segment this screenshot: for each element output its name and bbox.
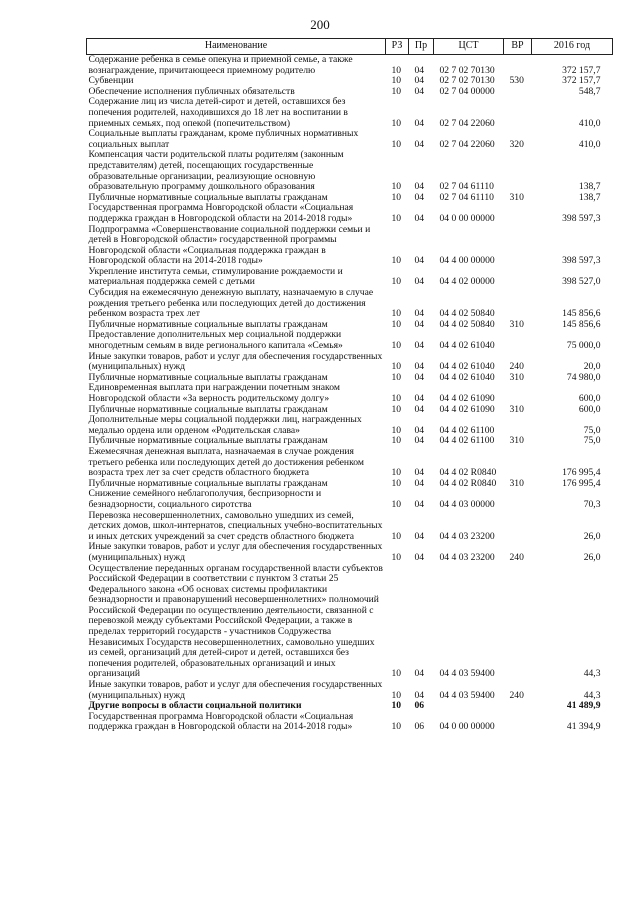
cell-vr: 240 — [509, 361, 524, 373]
cell-amount: 41 394,9 — [566, 721, 601, 733]
cell-name: Субвенции — [88, 75, 134, 87]
cell-cst: 02 7 04 61110 — [439, 191, 494, 203]
cell-vr: 310 — [509, 477, 524, 489]
cell-vr — [504, 203, 532, 224]
cell-vr — [504, 415, 532, 436]
cell-cst: 04 4 02 61040 — [439, 361, 495, 373]
cell-name: Дополнительные меры социальной поддержки лиц, награжденных медалью ордена или орденом «Родительская слава» — [88, 414, 362, 436]
cell-vr: 530 — [509, 75, 524, 87]
cell-pr: 04 — [414, 255, 425, 267]
cell-pr: 04 — [414, 138, 425, 150]
cell-name: Предоставление дополнительных мер социальной поддержки многодетным семьям в виде регионального капитала «Семья» — [88, 329, 343, 352]
cell-name: Субсидия на ежемесячную денежную выплату, назначаемую в случае рождения третьего ребенка или последующих детей до достижения ребенком возраста трех лет — [88, 287, 374, 320]
cell-amount: 372 157,7 — [562, 75, 601, 87]
budget-table — [86, 38, 613, 733]
cell-cst: 04 4 03 23200 — [439, 551, 495, 563]
cell-amount: 372 157,7 — [562, 64, 601, 76]
cell-vr — [504, 330, 532, 351]
cell-vr — [504, 225, 532, 267]
header-row — [87, 39, 613, 55]
cell-pr: 04 — [414, 689, 425, 701]
table-row — [87, 564, 613, 681]
cell-rz: 10 — [391, 181, 402, 193]
cell-name: Содержание ребенка в семье опекуна и приемной семье, а также вознаграждение, причитающееся приемному родителю — [88, 54, 353, 76]
header-name: Наименование — [87, 39, 386, 55]
cell-cst: 04 4 02 00000 — [439, 276, 495, 288]
cell-rz: 10 — [391, 85, 402, 97]
cell-amount: 410,0 — [578, 117, 601, 129]
cell-name: Государственная программа Новгородской области «Социальная поддержка граждан в Новгородской области на 2014-2018 годы» — [88, 710, 354, 733]
cell-amount: 145 856,6 — [562, 318, 601, 330]
cell-rz: 10 — [391, 393, 402, 404]
cell-pr: 06 — [414, 721, 425, 733]
cell-amount: 26,0 — [583, 530, 601, 542]
cell-rz: 10 — [391, 477, 402, 489]
cell-vr — [504, 288, 532, 320]
cell-name: Укрепление института семьи, стимулирование рождаемости и материальная поддержка семей с детьми — [88, 265, 343, 288]
cell-rz: 10 — [391, 668, 402, 680]
cell-name: Публичные нормативные социальные выплаты гражданам — [88, 403, 328, 415]
cell-name: Публичные нормативные социальные выплаты гражданам — [88, 435, 328, 447]
table-row — [87, 712, 613, 733]
cell-name: Публичные нормативные социальные выплаты гражданам — [88, 318, 328, 330]
cell-cst: 02 7 04 61110 — [439, 181, 494, 193]
table-row — [87, 150, 613, 192]
cell-cst: 04 4 02 61040 — [439, 340, 495, 352]
cell-amount: 600,0 — [578, 393, 601, 404]
cell-cst: 02 7 04 00000 — [439, 85, 495, 97]
cell-pr: 04 — [414, 75, 425, 87]
cell-cst: 04 4 02 61100 — [439, 424, 495, 436]
table-row — [87, 489, 613, 510]
table-header — [87, 39, 613, 55]
cell-name: Подпрограмма «Совершенствование социальной поддержки семьи и детей в Новгородской области» государственной программы Новгородской области «Социальная поддержка граждан в Новгородской области на 2014-2018 годы» — [88, 223, 371, 267]
cell-amount: 176 995,4 — [562, 467, 601, 479]
cell-rz: 10 — [391, 435, 402, 447]
cell-vr — [504, 712, 532, 733]
cell-cst: 04 4 02 R0840 — [439, 467, 497, 479]
cell-amount: 600,0 — [578, 403, 601, 415]
cell-vr — [504, 701, 532, 712]
cell-rz: 10 — [391, 138, 402, 150]
cell-rz: 10 — [391, 212, 402, 224]
cell-vr — [504, 150, 532, 192]
cell-amount: 410,0 — [578, 138, 601, 150]
cell-cst: 04 4 02 61100 — [439, 435, 495, 447]
cell-rz: 10 — [391, 371, 402, 383]
cell-rz: 10 — [391, 308, 402, 320]
cell-name: Государственная программа Новгородской области «Социальная поддержка граждан в Новгородской области на 2014-2018 годы» — [88, 202, 354, 224]
cell-rz: 10 — [391, 117, 402, 129]
cell-vr: 240 — [509, 689, 524, 701]
cell-vr: 310 — [509, 403, 524, 415]
table-row — [87, 542, 613, 563]
cell-name: Ежемесячная денежная выплата, назначаемая в случае рождения третьего ребенка или последующих детей до достижения ребенком возраста трех лет за счет средств областного бюджета — [88, 445, 364, 479]
cell-name: Другие вопросы в области социальной политики — [88, 700, 302, 712]
table-row — [87, 415, 613, 436]
table-row — [87, 203, 613, 224]
cell-vr — [504, 383, 532, 404]
cell-rz: 10 — [391, 64, 402, 76]
cell-name: Иные закупки товаров, работ и услуг для обеспечения государственных (муниципальных) нужд — [88, 679, 383, 701]
cell-vr — [504, 489, 532, 510]
cell-amount: 138,7 — [578, 191, 601, 203]
table-row — [87, 352, 613, 373]
cell-amount: 41 489,9 — [566, 700, 601, 712]
cell-rz: 10 — [391, 318, 402, 330]
cell-vr: 240 — [509, 551, 524, 563]
cell-pr: 04 — [414, 498, 425, 510]
cell-vr — [504, 511, 532, 543]
cell-vr: 310 — [509, 435, 524, 447]
cell-cst: 02 7 02 70130 — [439, 75, 495, 87]
cell-amount: 145 856,6 — [562, 308, 601, 320]
page-number: 200 — [310, 17, 330, 32]
cell-rz: 10 — [391, 424, 402, 436]
cell-rz: 10 — [391, 700, 402, 712]
cell-amount: 70,3 — [583, 498, 601, 510]
table-row — [87, 288, 613, 320]
cell-amount: 75,0 — [583, 424, 601, 436]
cell-pr: 04 — [414, 318, 425, 330]
cell-cst: 04 4 02 R0840 — [439, 477, 497, 489]
cell-pr: 04 — [414, 340, 425, 352]
cell-name: Публичные нормативные социальные выплаты гражданам — [88, 371, 328, 383]
cell-pr: 04 — [414, 668, 425, 680]
cell-pr: 04 — [414, 85, 425, 97]
cell-cst: 02 7 02 70130 — [439, 64, 495, 76]
table-row — [87, 680, 613, 701]
cell-rz: 10 — [391, 276, 402, 288]
cell-vr — [504, 55, 532, 77]
cell-vr — [504, 564, 532, 681]
table-row — [87, 97, 613, 129]
cell-pr: 04 — [414, 424, 425, 436]
cell-cst: 04 4 02 61040 — [439, 371, 495, 383]
cell-amount: 75,0 — [583, 435, 601, 447]
cell-pr: 04 — [414, 530, 425, 542]
cell-pr: 04 — [414, 435, 425, 447]
header-cst: ЦСТ — [434, 39, 504, 55]
cell-cst: 04 4 02 61090 — [439, 403, 495, 415]
cell-cst: 04 0 00 00000 — [439, 212, 495, 224]
table-row — [87, 330, 613, 351]
cell-pr: 04 — [414, 117, 425, 129]
cell-amount: 75 000,0 — [566, 340, 601, 352]
cell-rz: 10 — [391, 75, 402, 87]
cell-name: Публичные нормативные социальные выплаты гражданам — [88, 477, 328, 489]
cell-amount: 44,3 — [583, 689, 601, 701]
cell-rz: 10 — [391, 498, 402, 510]
header-year: 2016 год — [532, 39, 613, 55]
cell-cst: 04 4 00 00000 — [439, 255, 495, 267]
cell-cst: 04 4 02 50840 — [439, 308, 495, 320]
table-row — [87, 383, 613, 404]
cell-name: Социальные выплаты гражданам, кроме публичных нормативных социальных выплат — [88, 128, 359, 150]
cell-cst: 04 4 03 23200 — [439, 530, 495, 542]
cell-vr: 310 — [509, 318, 524, 330]
table-row — [87, 447, 613, 479]
table-row — [87, 267, 613, 288]
cell-pr: 04 — [414, 393, 425, 404]
cell-name: Компенсация части родительской платы родителям (законным представителям) детей, посещающих государственные образовательные организации, реализующие основную образовательную программу дошкольного образования — [88, 149, 344, 193]
table-row — [87, 55, 613, 77]
cell-rz: 10 — [391, 551, 402, 563]
cell-pr: 04 — [414, 467, 425, 479]
cell-rz: 10 — [391, 361, 402, 373]
cell-rz: 10 — [391, 255, 402, 267]
cell-vr: 320 — [509, 138, 524, 150]
cell-cst: 04 4 03 59400 — [439, 668, 495, 680]
table-row — [87, 511, 613, 543]
cell-name: Обеспечение исполнения публичных обязательств — [88, 85, 295, 97]
cell-amount: 398 597,3 — [562, 255, 601, 267]
cell-name: Иные закупки товаров, работ и услуг для обеспечения государственных (муниципальных) нужд — [88, 350, 383, 373]
cell-name: Перевозка несовершеннолетних, самовольно ушедших из семей, детских домов, школ-интернатов, специальных учебно-воспитательных и иных детских учреждений за счет средств областного бюджета — [88, 509, 383, 542]
cell-pr: 04 — [414, 371, 425, 383]
cell-vr: 310 — [509, 371, 524, 383]
cell-vr — [504, 97, 532, 129]
cell-rz: 10 — [391, 191, 402, 203]
cell-vr: 310 — [509, 191, 524, 203]
cell-amount: 138,7 — [578, 181, 601, 193]
cell-rz: 10 — [391, 467, 402, 479]
cell-pr: 04 — [414, 551, 425, 563]
cell-pr: 04 — [414, 403, 425, 415]
cell-rz: 10 — [391, 340, 402, 352]
cell-cst: 04 0 00 00000 — [439, 721, 495, 733]
cell-name: Осуществление переданных органам государственной власти субъектов Российской Федерации в соответствии с пунктом 3 статьи 25 Федерального закона «Об основах системы профилактики безнадзорности и правонарушений несовершеннолетних» полномочий Российской Федерации по осуществлению деятельности, связанной с перевозкой между субъектами Российской Федерации, а также в пределах территорий государств - участников Содружества Независимых Государств несовершеннолетних, самовольно ушедших из семей, организаций для детей-сирот и детей, оставшихся без попечения родителей, образовательных организаций и иных организаций — [88, 562, 383, 680]
cell-amount: 176 995,4 — [562, 477, 601, 489]
cell-name: Единовременная выплата при награждении почетным знаком Новгородской области «За верность родительскому долгу» — [88, 382, 340, 404]
header-rz: РЗ — [386, 39, 409, 55]
cell-rz: 10 — [391, 689, 402, 701]
cell-vr — [504, 267, 532, 288]
cell-amount: 74 980,0 — [566, 371, 601, 383]
cell-cst: 04 4 03 59400 — [439, 689, 495, 701]
cell-amount: 20,0 — [583, 361, 601, 373]
cell-name: Публичные нормативные социальные выплаты гражданам — [88, 191, 328, 203]
cell-pr: 04 — [414, 191, 425, 203]
cell-vr — [504, 87, 532, 98]
header-vr: ВР — [504, 39, 532, 55]
cell-pr: 04 — [414, 477, 425, 489]
cell-cst — [434, 701, 504, 712]
cell-pr: 04 — [414, 212, 425, 224]
cell-cst: 04 4 02 61090 — [439, 393, 495, 404]
cell-cst: 02 7 04 22060 — [439, 138, 495, 150]
cell-cst: 04 4 03 00000 — [439, 498, 495, 510]
header-pr: Пр — [409, 39, 434, 55]
cell-amount: 26,0 — [583, 551, 601, 563]
cell-amount: 398 527,0 — [562, 276, 601, 288]
cell-pr: 04 — [414, 276, 425, 288]
cell-name: Содержание лиц из числа детей-сирот и детей, оставшихся без попечения родителей, находившихся до 18 лет на воспитании в приемных семьях, под опекой (попечительством) — [88, 96, 348, 129]
cell-pr: 04 — [414, 308, 425, 320]
cell-pr: 04 — [414, 361, 425, 373]
cell-name: Иные закупки товаров, работ и услуг для обеспечения государственных (муниципальных) нужд — [88, 541, 383, 563]
cell-rz: 10 — [391, 530, 402, 542]
cell-rz: 10 — [391, 403, 402, 415]
cell-amount: 548,7 — [578, 85, 601, 97]
table-row — [87, 225, 613, 267]
cell-amount: 44,3 — [583, 668, 601, 680]
cell-cst: 02 7 04 22060 — [439, 117, 495, 129]
cell-rz: 10 — [391, 721, 402, 733]
cell-pr: 04 — [414, 181, 425, 193]
cell-vr — [504, 447, 532, 479]
cell-pr: 04 — [414, 64, 425, 76]
table-body — [87, 55, 613, 734]
cell-pr: 06 — [414, 700, 425, 712]
cell-cst: 04 4 02 50840 — [439, 318, 495, 330]
table-row — [87, 129, 613, 150]
cell-amount: 398 597,3 — [562, 212, 601, 224]
cell-name: Снижение семейного неблагополучия, беспризорности и безнадзорности, социального сиротства — [88, 488, 322, 510]
